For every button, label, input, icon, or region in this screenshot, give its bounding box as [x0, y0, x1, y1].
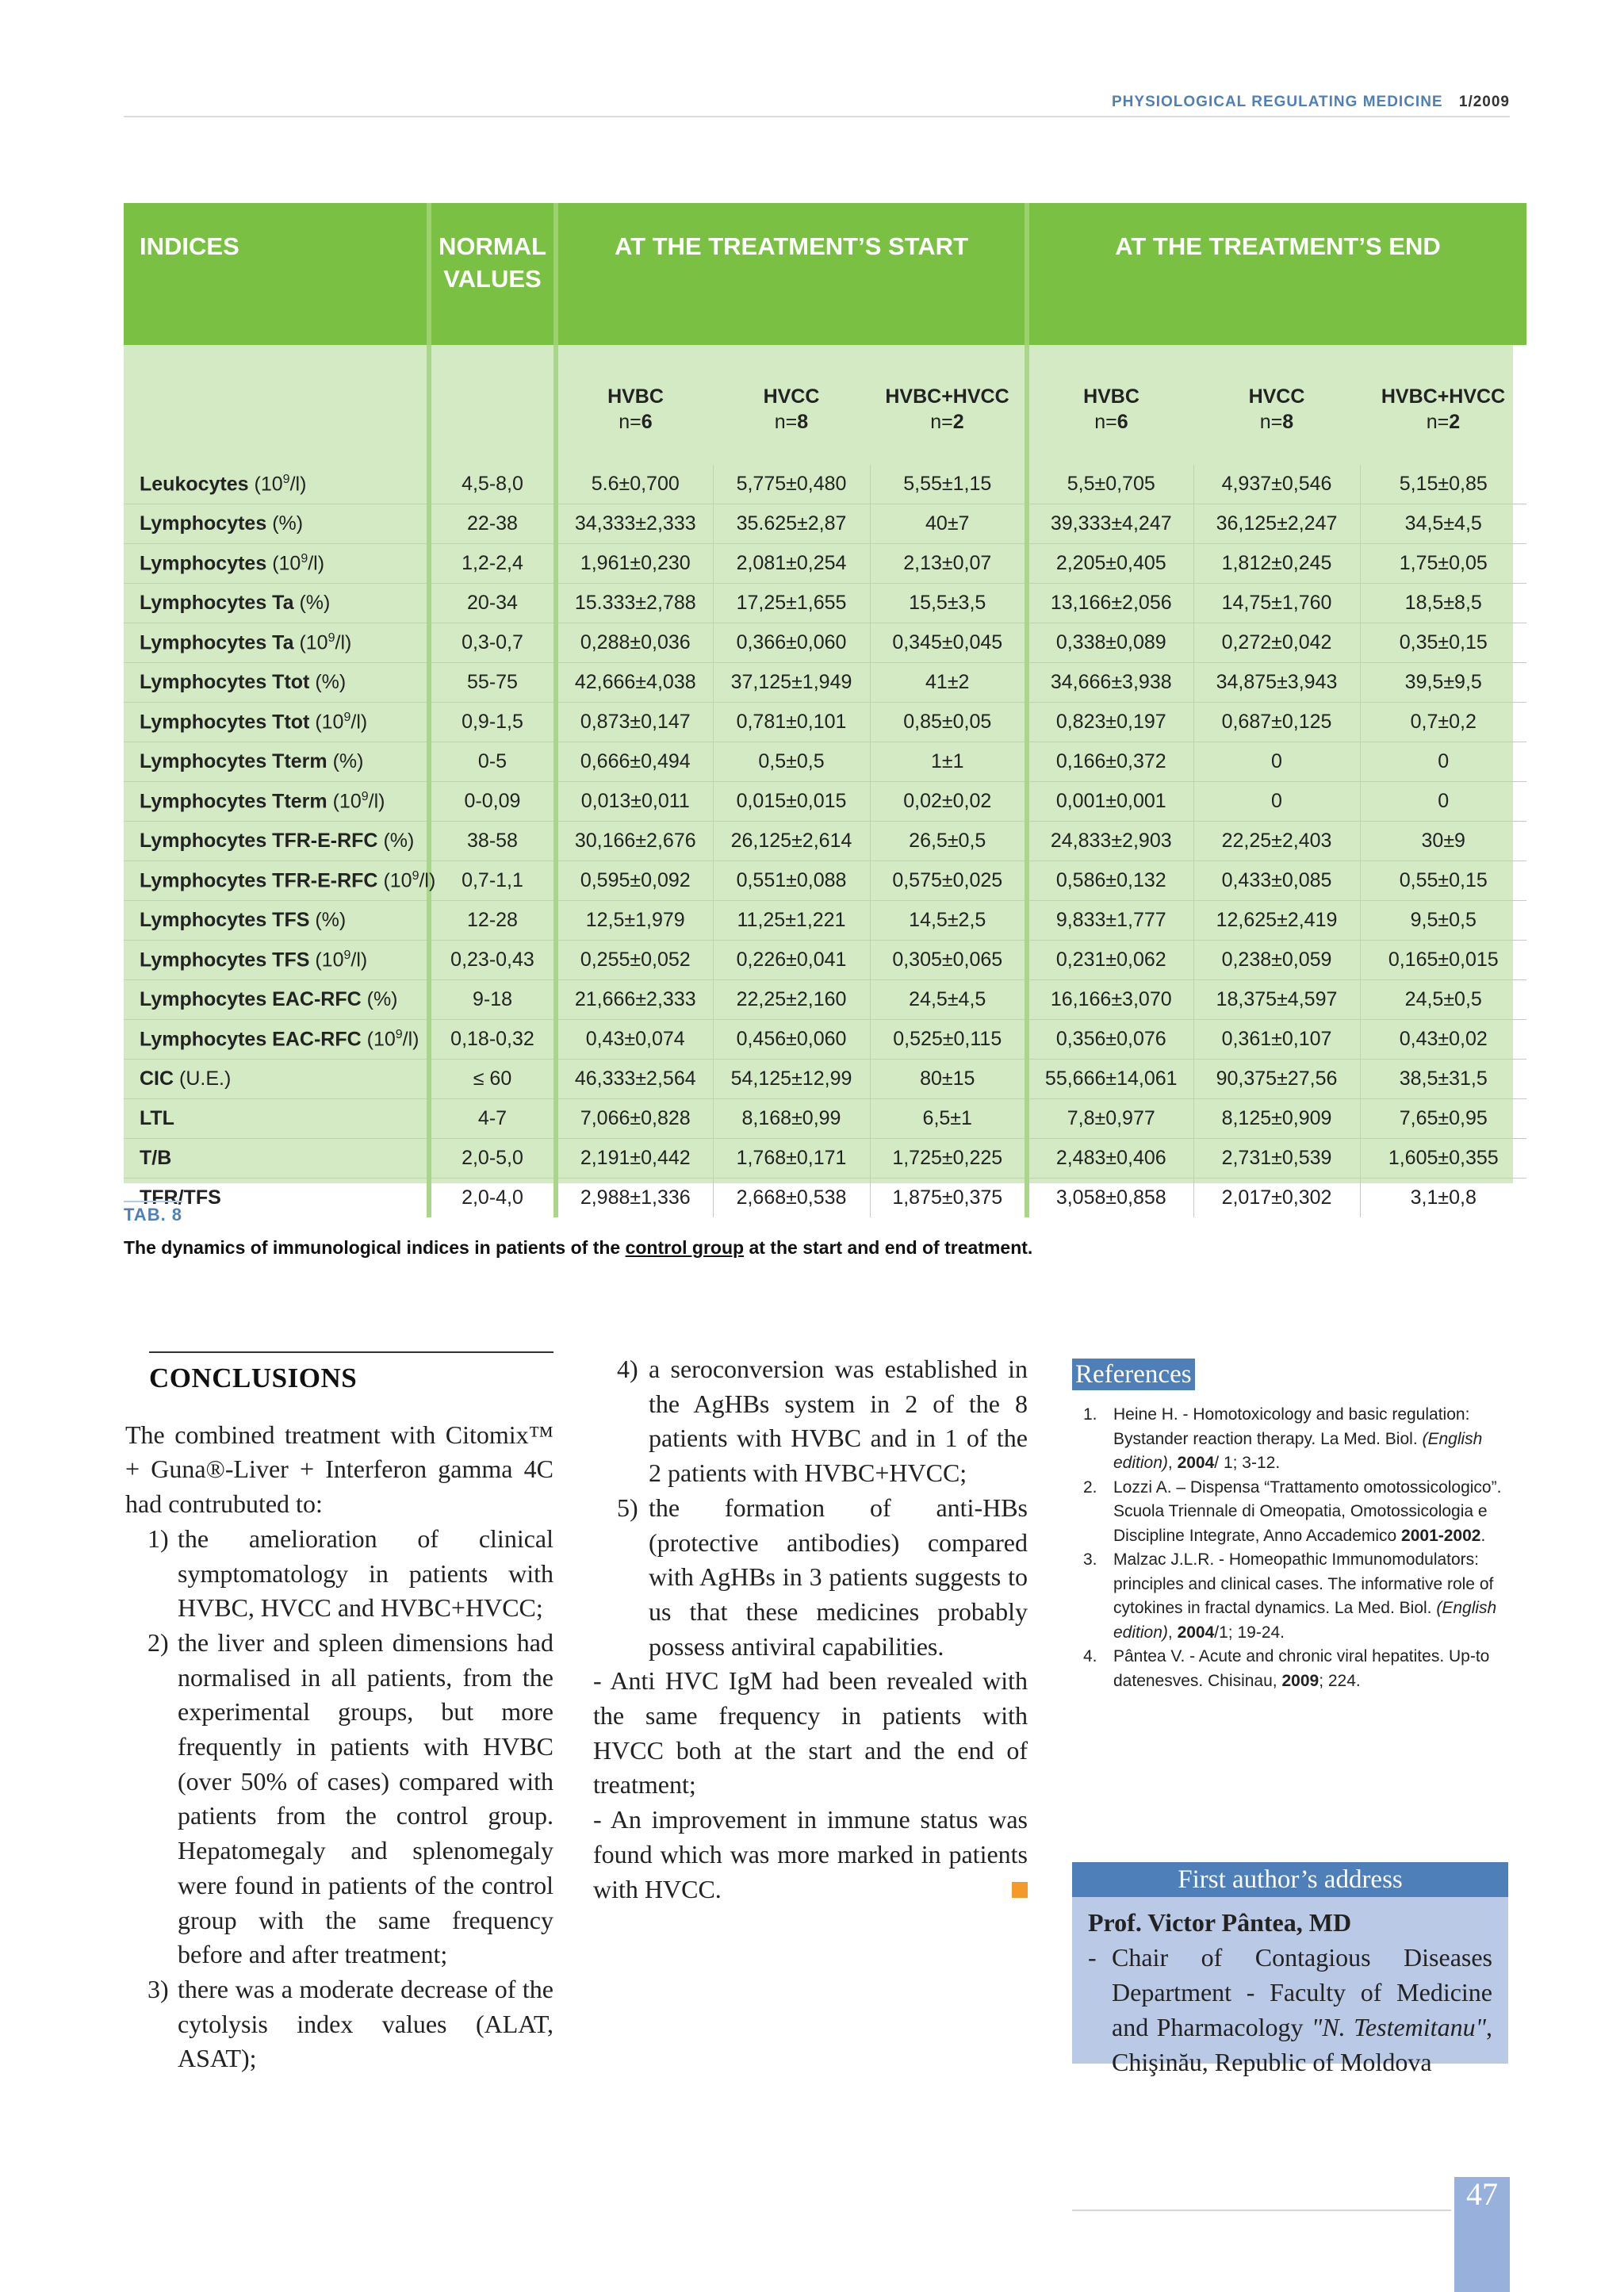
value-cell: 24,5±4,5	[870, 980, 1027, 1020]
author-address-box	[1072, 1862, 1508, 2076]
value-cell: 0,166±0,372	[1027, 742, 1193, 782]
value-cell: 7,066±0,828	[556, 1099, 713, 1139]
subgroup-count: n=6	[1094, 411, 1128, 433]
normal-value-cell: 55-75	[429, 663, 556, 703]
table-row	[124, 703, 1526, 742]
value-cell: 0,238±0,059	[1193, 941, 1360, 980]
index-name-cell: Lymphocytes Ttot $(10^9/l)$	[124, 703, 429, 742]
index-name-cell: Lymphocytes Ta (%)	[124, 584, 429, 623]
table-row	[124, 623, 1526, 663]
table-row	[124, 941, 1526, 980]
index-name-cell: Lymphocytes Ttot (%)	[124, 663, 429, 703]
value-cell: 3,1±0,8	[1410, 1186, 1477, 1209]
subgroup-count: n=8	[1259, 411, 1294, 433]
reference-item: 3. Malzac J.L.R. - Homeopathic Immunomodulators: principles and clinical cases. The informative role of cytokines in fractal dynamics. La Med. Biol. (English edition), 2004/1; 19-24.	[1083, 1550, 1497, 1642]
conclusions-intro: The combined treatment with Citomix™ + Guna®-Liver + Interferon gamma 4C had contrubuted to:	[125, 1420, 553, 1519]
normal-value-cell: 20-34	[429, 584, 556, 623]
table-row	[124, 822, 1526, 861]
conclusions-rule	[149, 1351, 553, 1353]
index-name-cell: Lymphocytes Tterm (%)	[124, 742, 429, 782]
value-cell: 0,255±0,052	[556, 941, 713, 980]
normal-value-cell: 0,9-1,5	[429, 703, 556, 742]
value-cell: 54,125±12,99	[713, 1060, 870, 1099]
dept-text-end: , Chişinău, Republic of Moldova	[1112, 2013, 1493, 2076]
value-cell: 26,125±2,614	[713, 822, 870, 861]
item-text: the liver and spleen dimensions had normalised in all patients, from the experimental groups, but more frequently in patients with HVBC (over 50% of cases) compared with patients from the control group. Hepatomegaly and splenomegaly were found in patients of the control group with the same frequency before and after treatment;	[178, 1627, 553, 1969]
conclusions-heading: CONCLUSIONS	[149, 1363, 358, 1393]
value-cell: 1,812±0,245	[1193, 544, 1360, 584]
value-cell: 16,166±3,070	[1027, 980, 1193, 1020]
reference-item: 2. Lozzi A. – Dispensa “Trattamento omotossicologico”. Scuola Triennale di Omeopatia, Omotossicologia e Discipline Integrate, Anno Accademico 2001-2002.	[1083, 1478, 1502, 1545]
value-cell: 0,226±0,041	[713, 941, 870, 980]
normal-value-cell: 0,7-1,1	[429, 861, 556, 901]
table-row	[124, 782, 1526, 822]
table-spacer	[124, 441, 1526, 465]
table-row	[124, 861, 1526, 901]
value-cell: 7,8±0,977	[1027, 1099, 1193, 1139]
value-cell: 1,768±0,171	[713, 1139, 870, 1179]
value-cell: 36,125±2,247	[1193, 504, 1360, 544]
value-cell: 0,366±0,060	[713, 623, 870, 663]
subgroup-header	[713, 345, 870, 441]
value-cell: 0,305±0,065	[870, 941, 1027, 980]
author-box-title: First author’s address	[1072, 1862, 1508, 1897]
subgroup-count: n=6	[619, 411, 653, 433]
value-cell: 0,001±0,001	[1027, 782, 1193, 822]
value-cell: 41±2	[870, 663, 1027, 703]
value-cell: 2,205±0,405	[1027, 544, 1193, 584]
value-cell: 0,013±0,011	[556, 782, 713, 822]
value-cell: 38,5±31,5	[1360, 1060, 1526, 1099]
value-cell: 0,575±0,025	[870, 861, 1027, 901]
subgroup-name: HVBC	[607, 385, 664, 408]
conclusion-item	[125, 1626, 553, 1972]
item-text: the formation of anti-HBs (protective antibodies) compared with AgHBs in 3 patients suggests to us that these medicines probably possess antiviral capabilities.	[649, 1493, 1028, 1661]
value-cell: 0,165±0,015	[1360, 941, 1526, 980]
value-cell: 0,7±0,2	[1360, 703, 1526, 742]
value-cell: 9,5±0,5	[1360, 901, 1526, 941]
page-number: 47	[1454, 2177, 1510, 2292]
references-title: References	[1072, 1359, 1195, 1390]
value-cell: 26,5±0,5	[870, 822, 1027, 861]
value-cell: 90,375±27,56	[1193, 1060, 1360, 1099]
value-cell: 30,166±2,676	[556, 822, 713, 861]
table-row	[124, 1179, 1526, 1218]
value-cell: 0,015±0,015	[713, 782, 870, 822]
caption-underlined: control group	[625, 1237, 745, 1258]
value-cell: 5.6±0,700	[556, 465, 713, 504]
table-group-header	[124, 203, 1526, 345]
index-name-cell: T/B	[124, 1139, 429, 1179]
normal-value-cell: 38-58	[429, 822, 556, 861]
subhead-blank	[124, 345, 429, 441]
item-number: 4)	[617, 1355, 638, 1383]
header-indices: INDICES	[124, 203, 429, 345]
immunology-table	[124, 203, 1513, 1209]
value-cell: 5,5±0,705	[1027, 465, 1193, 504]
value-cell: 0,687±0,125	[1193, 703, 1360, 742]
table-row	[124, 980, 1526, 1020]
subgroup-count: n=2	[930, 411, 964, 433]
conclusions-column	[125, 1351, 553, 2076]
value-cell: 80±15	[870, 1060, 1027, 1099]
value-cell: 12,5±1,979	[556, 901, 713, 941]
value-cell: 35.625±2,87	[713, 504, 870, 544]
value-cell: 0,85±0,05	[870, 703, 1027, 742]
value-cell: 0,361±0,107	[1193, 1020, 1360, 1060]
value-cell: 0,356±0,076	[1027, 1020, 1193, 1060]
paragraph-text: - An improvement in immune status was found which was more marked in patients with HVCC.	[593, 1805, 1028, 1903]
caption-text: The dynamics of immunological indices in patients of the	[124, 1237, 626, 1258]
value-cell: 0,338±0,089	[1027, 623, 1193, 663]
table-row	[124, 1139, 1526, 1179]
normal-value-cell: 22-38	[429, 504, 556, 544]
index-name-cell: TFR/TFS	[124, 1179, 429, 1218]
value-cell: 1±1	[870, 742, 1027, 782]
value-cell: 0,55±0,15	[1360, 861, 1526, 901]
data-table	[124, 203, 1526, 1217]
conclusion-item	[593, 1491, 1028, 1665]
value-cell: 18,375±4,597	[1193, 980, 1360, 1020]
conclusion-item	[593, 1352, 1028, 1491]
item-number: 1)	[147, 1524, 169, 1553]
conclusion-item	[125, 1522, 553, 1626]
index-name-cell: Lymphocytes Ta $(10^9/l)$	[124, 623, 429, 663]
value-cell: 0,873±0,147	[556, 703, 713, 742]
value-cell: 15.333±2,788	[556, 584, 713, 623]
subgroup-name: HVBC	[1083, 385, 1139, 408]
value-cell: 8,125±0,909	[1193, 1099, 1360, 1139]
value-cell: 0,43±0,074	[556, 1020, 713, 1060]
value-cell: 37,125±1,949	[713, 663, 870, 703]
value-cell: 2,13±0,07	[870, 544, 1027, 584]
value-cell: 11,25±1,221	[713, 901, 870, 941]
value-cell: 21,666±2,333	[556, 980, 713, 1020]
table-row	[124, 544, 1526, 584]
table-row	[124, 742, 1526, 782]
running-header	[1112, 94, 1510, 111]
table-row	[124, 901, 1526, 941]
value-cell: 0,433±0,085	[1193, 861, 1360, 901]
reference-item: 4. Pântea V. - Acute and chronic viral hepatites. Up-to datenesves. Chisinau, 2009; 224.	[1083, 1647, 1490, 1690]
conclusion-item	[125, 1972, 553, 2076]
value-cell: 5,55±1,15	[870, 465, 1027, 504]
value-cell: 2,191±0,442	[556, 1139, 713, 1179]
table-label: TAB. 8	[124, 1201, 182, 1225]
normal-value-cell: 0,23-0,43	[429, 941, 556, 980]
value-cell: 17,25±1,655	[713, 584, 870, 623]
normal-value-cell: 9-18	[429, 980, 556, 1020]
value-cell: 24,5±0,5	[1360, 980, 1526, 1020]
value-cell: 46,333±2,564	[556, 1060, 713, 1099]
subgroup-name: HVCC	[763, 385, 820, 408]
value-cell: 24,833±2,903	[1027, 822, 1193, 861]
normal-value-cell: 0-5	[429, 742, 556, 782]
value-cell: 2,668±0,538	[713, 1179, 870, 1218]
issue-number: 1/2009	[1458, 94, 1510, 110]
index-name-cell: Lymphocytes (%)	[124, 504, 429, 544]
conclusions-list	[125, 1522, 553, 2076]
value-cell: 12,625±2,419	[1193, 901, 1360, 941]
subgroup-header	[1193, 345, 1360, 441]
value-cell: 5,15±0,85	[1360, 465, 1526, 504]
value-cell: 1,605±0,355	[1360, 1139, 1526, 1179]
normal-value-cell: 0-0,09	[429, 782, 556, 822]
value-cell: 2,988±1,336	[556, 1179, 713, 1218]
value-cell: 1,75±0,05	[1360, 544, 1526, 584]
value-cell: 40±7	[870, 504, 1027, 544]
value-cell: 4,937±0,546	[1193, 465, 1360, 504]
reference-item: 1. Heine H. - Homotoxicology and basic regulation: Bystander reaction therapy. La Med. Biol. (English edition), 2004/ 1; 3-12.	[1083, 1405, 1483, 1472]
index-name-cell: Lymphocytes EAC-RFC (%)	[124, 980, 429, 1020]
header-rule	[124, 116, 1510, 117]
value-cell: 15,5±3,5	[870, 584, 1027, 623]
value-cell: 7,65±0,95	[1360, 1099, 1526, 1139]
subgroup-count: n=8	[774, 411, 809, 433]
subgroup-header	[870, 345, 1027, 441]
value-cell: 39,5±9,5	[1360, 663, 1526, 703]
paragraph-immune-status	[593, 1803, 1028, 1907]
item-number: 3)	[147, 1974, 169, 2003]
value-cell: 0	[1360, 742, 1526, 782]
value-cell: 34,5±4,5	[1360, 504, 1526, 544]
dept-text: Chair of Contagious Diseases Department - Faculty of Medicine and Pharmacology	[1112, 1943, 1492, 2041]
journal-title: PHYSIOLOGICAL REGULATING MEDICINE	[1112, 94, 1443, 110]
footer-rule	[1072, 2210, 1451, 2211]
table-caption	[124, 1237, 1472, 1259]
value-cell: 14,5±2,5	[870, 901, 1027, 941]
index-name-cell: Lymphocytes EAC-RFC $(10^9/l)$	[124, 1020, 429, 1060]
normal-value-cell: 0,18-0,32	[429, 1020, 556, 1060]
subgroup-name: HVBC+HVCC	[1381, 385, 1506, 408]
normal-value-cell: 1,2-2,4	[429, 544, 556, 584]
normal-value-cell: 2,0-5,0	[429, 1139, 556, 1179]
normal-value-cell: 4-7	[429, 1099, 556, 1139]
index-name-cell: Lymphocytes Tterm $(10^9/l)$	[124, 782, 429, 822]
header-normal-values: NORMAL VALUES	[429, 203, 556, 345]
value-cell: 13,166±2,056	[1027, 584, 1193, 623]
value-cell: 3,058±0,858	[1027, 1179, 1193, 1218]
normal-value-cell: 2,0-4,0	[429, 1179, 556, 1218]
value-cell: 0,456±0,060	[713, 1020, 870, 1060]
value-cell: 22,25±2,403	[1193, 822, 1360, 861]
table-row	[124, 1020, 1526, 1060]
subgroup-count: n=2	[1426, 411, 1461, 433]
item-text: the amelioration of clinical symptomatology in patients with HVBC, HVCC and HVBC+HVCC;	[178, 1524, 553, 1623]
value-cell: 34,333±2,333	[556, 504, 713, 544]
index-name-cell: Leukocytes $(10^9/l)$	[124, 465, 429, 504]
value-cell: 2,017±0,302	[1193, 1179, 1360, 1218]
references-list	[1072, 1403, 1508, 1693]
value-cell: 0,35±0,15	[1360, 623, 1526, 663]
value-cell: 9,833±1,777	[1027, 901, 1193, 941]
item-text: a seroconversion was established in the AgHBs system in 2 of the 8 patients with HVBC and in 1 of the 2 patients with HVBC+HVCC;	[649, 1355, 1028, 1488]
value-cell: 0,345±0,045	[870, 623, 1027, 663]
value-cell: 0,551±0,088	[713, 861, 870, 901]
subgroup-name: HVBC+HVCC	[885, 385, 1009, 408]
value-cell: 0,231±0,062	[1027, 941, 1193, 980]
value-cell: 6,5±1	[870, 1099, 1027, 1139]
value-cell: 0,666±0,494	[556, 742, 713, 782]
table-row	[124, 1099, 1526, 1139]
header-treatment-start: AT THE TREATMENT’S START	[556, 203, 1027, 345]
index-name-cell: CIC (U.E.)	[124, 1060, 429, 1099]
value-cell: 1,725±0,225	[870, 1139, 1027, 1179]
index-name-cell: Lymphocytes $(10^9/l)$	[124, 544, 429, 584]
subhead-blank	[429, 345, 556, 441]
index-name-cell: Lymphocytes TFR-E-RFC (%)	[124, 822, 429, 861]
index-name-cell: Lymphocytes TFS (%)	[124, 901, 429, 941]
value-cell: 30±9	[1360, 822, 1526, 861]
value-cell: 18,5±8,5	[1360, 584, 1526, 623]
normal-value-cell: 12-28	[429, 901, 556, 941]
conclusions-continued-column	[593, 1352, 1028, 1907]
table-row	[124, 465, 1526, 504]
dept-italic: "N. Testemitanu"	[1311, 2013, 1487, 2041]
normal-value-cell: ≤ 60	[429, 1060, 556, 1099]
table-row	[124, 663, 1526, 703]
value-cell: 0	[1193, 742, 1360, 782]
value-cell: 34,875±3,943	[1193, 663, 1360, 703]
value-cell: 1,875±0,375	[870, 1179, 1027, 1218]
value-cell: 34,666±3,938	[1027, 663, 1193, 703]
value-cell: 0	[1193, 782, 1360, 822]
value-cell: 22,25±2,160	[713, 980, 870, 1020]
caption-text-end: at the start and end of treatment.	[744, 1237, 1033, 1258]
value-cell: 0,272±0,042	[1193, 623, 1360, 663]
value-cell: 8,168±0,99	[713, 1099, 870, 1139]
table-body	[124, 465, 1526, 1217]
table-subgroup-header	[124, 345, 1526, 441]
index-name-cell: Lymphocytes TFS $(10^9/l)$	[124, 941, 429, 980]
header-treatment-end: AT THE TREATMENT’S END	[1027, 203, 1526, 345]
value-cell: 0,595±0,092	[556, 861, 713, 901]
value-cell: 55,666±14,061	[1027, 1060, 1193, 1099]
value-cell: 0,43±0,02	[1360, 1020, 1526, 1060]
value-cell: 14,75±1,760	[1193, 584, 1360, 623]
normal-value-cell: 4,5-8,0	[429, 465, 556, 504]
references-section	[1072, 1359, 1508, 1693]
author-box-body	[1072, 1897, 1508, 2076]
value-cell: 2,483±0,406	[1027, 1139, 1193, 1179]
index-name-cell: LTL	[124, 1099, 429, 1139]
item-number: 5)	[617, 1493, 638, 1522]
value-cell: 42,666±4,038	[556, 663, 713, 703]
value-cell: 0,288±0,036	[556, 623, 713, 663]
table-row	[124, 1060, 1526, 1099]
value-cell: 0,823±0,197	[1027, 703, 1193, 742]
value-cell: 0,586±0,132	[1027, 861, 1193, 901]
value-cell: 2,731±0,539	[1193, 1139, 1360, 1179]
value-cell: 1,961±0,230	[556, 544, 713, 584]
table-row	[124, 504, 1526, 544]
subgroup-header	[1360, 345, 1526, 441]
subgroup-header	[556, 345, 713, 441]
value-cell: 0,525±0,115	[870, 1020, 1027, 1060]
author-name: Prof. Victor Pântea, MD	[1088, 1908, 1352, 1937]
paragraph-anti-hvc: - Anti HVC IgM had been revealed with the same frequency in patients with HVCC both at the start and the end of treatment;	[593, 1666, 1028, 1799]
value-cell: 5,775±0,480	[713, 465, 870, 504]
value-cell: 0,02±0,02	[870, 782, 1027, 822]
value-cell: 0	[1360, 782, 1526, 822]
value-cell: 39,333±4,247	[1027, 504, 1193, 544]
end-of-article-mark	[1012, 1882, 1028, 1898]
value-cell: 0,781±0,101	[713, 703, 870, 742]
value-cell: 0,5±0,5	[713, 742, 870, 782]
subgroup-name: HVCC	[1248, 385, 1305, 408]
table-row	[124, 584, 1526, 623]
value-cell: 2,081±0,254	[713, 544, 870, 584]
item-text: there was a moderate decrease of the cytolysis index values (ALAT, ASAT);	[178, 1974, 553, 2073]
index-name-cell: Lymphocytes TFR-E-RFC $(10^9/l)$	[124, 861, 429, 901]
conclusions-list-continued	[593, 1352, 1028, 1664]
subgroup-header	[1027, 345, 1193, 441]
item-number: 2)	[147, 1627, 169, 1657]
normal-value-cell: 0,3-0,7	[429, 623, 556, 663]
author-department: - Chair of Contagious Diseases Department - Faculty of Medicine and Pharmacology "N. Testemitanu", Chişinău, Republic of Moldova	[1088, 1943, 1493, 2076]
